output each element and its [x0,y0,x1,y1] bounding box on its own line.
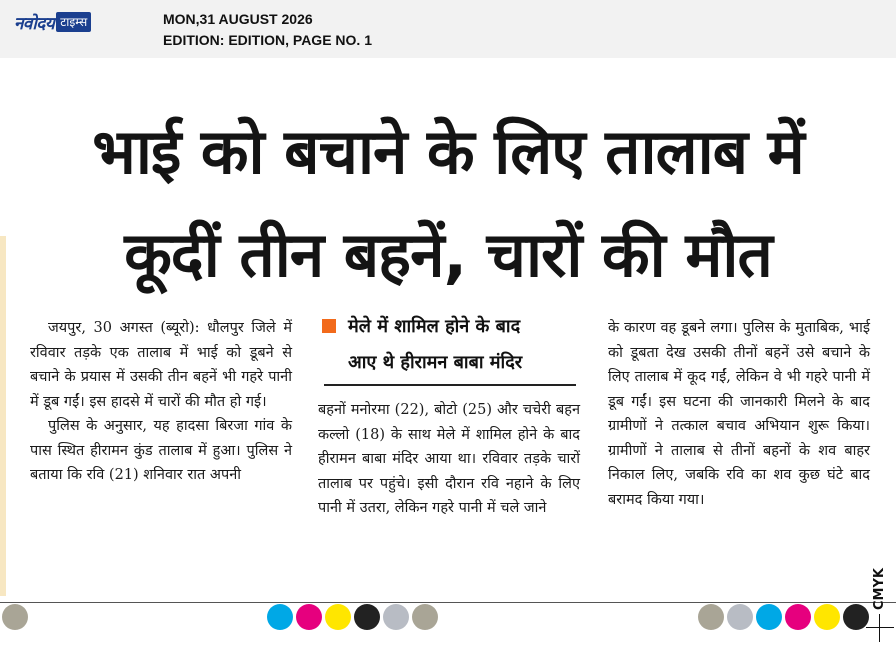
headline-line-1: भाई को बचाने के लिए तालाब में [92,115,804,188]
cmyk-label: CMYK [872,568,887,610]
subheading-rule [324,384,576,386]
tan-dot [412,604,438,630]
col2-paragraph-1: बहनों मनोरमा (22), बोटो (25) और चचेरी बहन कल्लो (18) के साथ मेले में शामिल होने के बाद हीरामन बाबा मंदिर आया था। रविवार तड़के चारों तालाब पर पहुंचे। इसी दौरान रवि नहाने के लिए पानी में उतरा, लेकिन गहरे पानी में चले जाने [318,402,580,516]
edition-line: EDITION: EDITION, PAGE NO. 1 [163,32,372,48]
orange-square-icon [322,319,336,333]
col3-paragraph-1: के कारण वह डूबने लगा। पुलिस के मुताबिक, भाई को डूबता देख उसकी तीनों बहनें उसे बचाने के लिए तालाब में कूद गईं, लेकिन वे भी गहरे पानी में डूब गईं। इस घटना की जानकारी मिलने के बाद ग्रामीणों ने तत्काल बचाव अभियान शुरू किया। ग्रामीणों ने तालाब से तीनों बहनों के शव बाहर निकाल लिए, जबकि रवि का शव कुछ घंटे बाद बरामद किया गया। [608,320,870,508]
col1-paragraph-2: पुलिस के अनुसार, यह हादसा बिरजा गांव के पास स्थित हीरामन कुंड तालाब में हुआ। पुलिस ने बताया कि रवि (21) शनिवार रात अपनी [30,418,292,483]
bottom-rule [0,602,896,603]
article-column-1 [30,316,292,488]
newspaper-page [0,58,896,649]
cmyk-mark [872,548,890,610]
registration-cross-icon [866,614,894,642]
cyan-dot [756,604,782,630]
registration-dots-right [698,604,869,630]
tan-dot [698,604,724,630]
edition-info [163,9,372,51]
article-column-3 [608,316,870,512]
headline-line-2: कूदीं तीन बहनें, चारों की मौत [124,218,772,291]
yellow-dot [814,604,840,630]
headline [0,100,896,306]
col1-paragraph-1: जयपुर, 30 अगस्त (ब्यूरो): धौलपुर जिले में रविवार तड़के एक तालाब में भाई को डूबने से बचाने के प्रयास में उसकी तीन बहनें भी गहरे पानी में डूब गईं। इस हादसे में चारों की मौत हो गई। [30,320,292,410]
subheading-line-2: आए थे हीरामन बाबा मंदिर [348,352,523,373]
color-dot [2,604,28,630]
magenta-dot [785,604,811,630]
gray-dot [383,604,409,630]
registration-dots-left [2,604,28,630]
date-line: MON,31 AUGUST 2026 [163,11,313,27]
logo-main-text: नवोदय [14,13,55,34]
article-column-2 [318,398,580,521]
black-dot [354,604,380,630]
yellow-dot [325,604,351,630]
newspaper-logo [14,10,91,34]
logo-sub-text: टाइम्स [56,12,91,32]
magenta-dot [296,604,322,630]
masthead [0,0,896,58]
cyan-dot [267,604,293,630]
subheading-line-1: मेले में शामिल होने के बाद [348,316,521,337]
registration-dots-center [267,604,438,630]
gray-dot [727,604,753,630]
